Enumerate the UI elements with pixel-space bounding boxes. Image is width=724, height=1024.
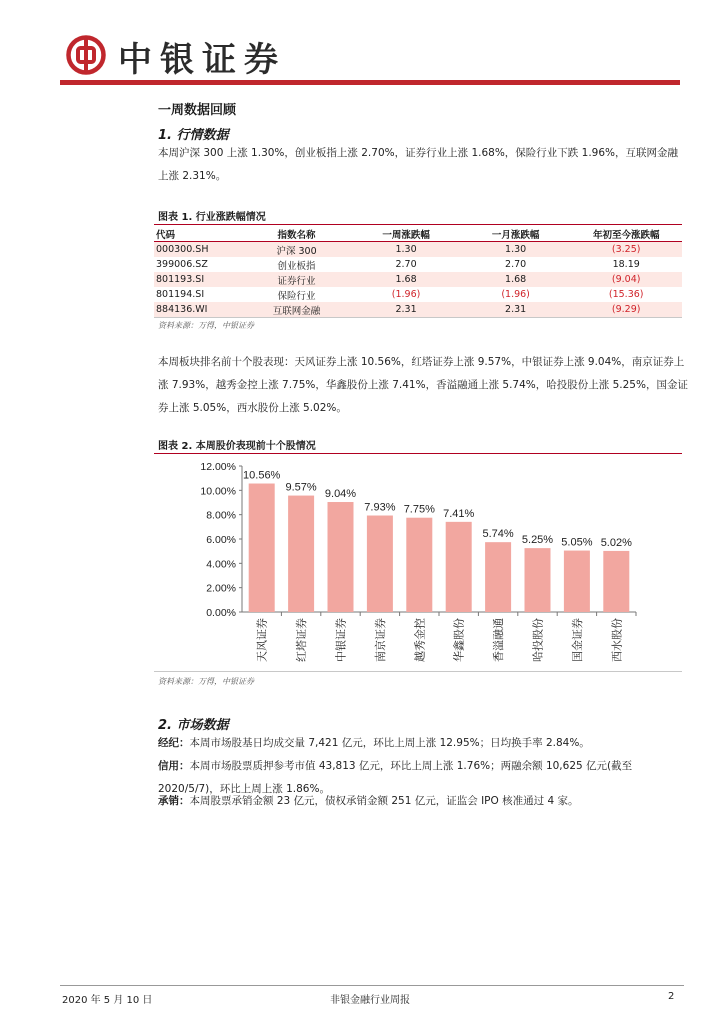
cell-ytd: (9.04) — [570, 272, 682, 287]
data-label: 10.56% — [243, 469, 281, 482]
bar — [446, 522, 472, 612]
cell-code: 399006.SZ — [156, 259, 208, 270]
x-tick-label: 越秀金控 — [413, 618, 427, 662]
boc-logo-icon — [66, 35, 106, 75]
cell-code: 801193.SI — [154, 272, 242, 287]
bar — [485, 542, 511, 612]
table1-caption: 图表 1. 行业涨跌幅情况 — [158, 212, 266, 223]
footer-title: 非银金融行业周报 — [330, 995, 410, 1006]
cell-month: 2.31 — [461, 302, 571, 318]
cell-month: 1.68 — [461, 272, 571, 287]
y-tick-label: 4.00% — [206, 558, 236, 571]
data-label: 9.57% — [285, 481, 317, 494]
table-row — [154, 287, 682, 302]
industry-performance-table — [154, 226, 682, 318]
brokerage-label: 经纪： — [158, 737, 190, 749]
cell-name: 互联网金融 — [242, 302, 351, 318]
cell-week: 1.68 — [351, 272, 461, 287]
x-tick-label: 香溢融通 — [492, 618, 506, 662]
cell-month: 1.30 — [461, 242, 571, 258]
chart-top-rule — [154, 453, 682, 454]
bar — [406, 518, 432, 612]
x-tick-label: 华鑫股份 — [452, 618, 466, 662]
x-tick-label: 中银证券 — [334, 618, 348, 662]
data-label: 5.74% — [482, 528, 514, 541]
y-tick-label: 6.00% — [206, 534, 236, 546]
cell-month: 2.70 — [505, 259, 527, 270]
brokerage-paragraph — [158, 732, 688, 755]
footer-date: 2020 年 5 月 10 日 — [62, 995, 153, 1006]
header-red-bar — [60, 80, 680, 85]
x-tick-label: 红塔证券 — [295, 618, 309, 662]
top10-bar-chart — [196, 456, 656, 671]
cell-ytd: 18.19 — [612, 259, 640, 270]
x-tick-label: 南京证券 — [373, 618, 387, 662]
table1-top-rule — [154, 224, 682, 225]
data-label: 5.05% — [561, 536, 593, 549]
underwriting-label: 承销： — [158, 795, 190, 807]
section-title: 一周数据回顾 — [158, 103, 237, 118]
top10-summary: 本周板块排名前十个股表现：天风证券上涨 10.56%，红塔证券上涨 9.57%，中银证券上涨 9.04%，南京证券上涨 7.93%，越秀金控上涨 7.75%，华鑫股份上涨 7.41%，香溢融通上涨 5.74%，哈投股份上涨 5.25%，国金证券上涨 5.05%，西水股份上涨 5.02%。 — [158, 356, 688, 414]
page-number: 2 — [668, 991, 675, 1002]
y-tick-label: 8.00% — [206, 509, 236, 522]
x-tick-label: 哈投股份 — [531, 618, 545, 662]
cell-week: 2.70 — [395, 259, 417, 270]
data-label: 7.93% — [364, 501, 396, 514]
data-label: 9.04% — [324, 488, 357, 501]
cell-week: 2.31 — [351, 302, 461, 318]
cell-ytd: (15.36) — [608, 289, 644, 300]
cell-code: 884136.WI — [154, 302, 242, 318]
bar — [603, 551, 629, 612]
chart-caption: 图表 2. 本周股价表现前十个股情况 — [158, 441, 316, 452]
x-tick-label: 西水股份 — [610, 618, 624, 662]
table-row — [154, 257, 682, 272]
brokerage-text: 本周市场股基日均成交量 7,421 亿元，环比上周上涨 12.95%；日均换手率 2.84%。 — [189, 737, 590, 749]
y-tick-label: 0.00% — [206, 607, 236, 619]
cell-ytd: (3.25) — [570, 242, 682, 258]
table1-source: 资料来源：万得，中银证券 — [158, 321, 254, 330]
credit-label: 信用： — [158, 760, 190, 772]
cell-name: 保险行业 — [277, 290, 316, 302]
underwriting-text: 本周股票承销金额 23 亿元，债权承销金额 251 亿元，证监会 IPO 核准通过 4 家。 — [189, 795, 579, 807]
bar — [327, 502, 353, 612]
cell-name: 证券行业 — [242, 272, 351, 287]
cell-name: 创业板指 — [277, 260, 316, 272]
market-summary: 本周沪深 300 上涨 1.30%，创业板指上涨 2.70%，证券行业上涨 1.68%，保险行业下跌 1.96%，互联网金融上涨 2.31%。 — [158, 147, 678, 182]
bar — [524, 548, 550, 612]
bar — [249, 484, 275, 612]
cell-code: 000300.SH — [154, 242, 242, 258]
table-row — [154, 302, 682, 318]
data-label: 7.75% — [403, 503, 435, 516]
underwriting-paragraph — [158, 790, 688, 813]
cell-code: 801194.SI — [156, 289, 205, 300]
data-label: 5.02% — [600, 536, 632, 549]
footer-rule — [60, 985, 684, 986]
cell-name: 沪深 300 — [242, 242, 351, 258]
col-month: 一月涨跌幅 — [461, 226, 571, 242]
y-tick-label: 12.00% — [200, 461, 236, 473]
market-data-heading: 2. 市场数据 — [158, 718, 229, 733]
cell-ytd: (9.29) — [570, 302, 682, 318]
data-label: 7.41% — [443, 507, 475, 520]
credit-text: 本周市场股票质押参考市值 43,813 亿元，环比上周上涨 1.76%；两融余额 10,625 亿元(截至 2020/5/7)，环比上周上涨 1.86%。 — [158, 760, 633, 795]
brand-name: 中银证券 — [118, 40, 286, 80]
table-row — [154, 242, 682, 258]
bar — [288, 496, 314, 612]
y-tick-label: 10.00% — [200, 485, 236, 498]
market-heading: 1. 行情数据 — [158, 128, 229, 143]
data-label: 5.25% — [521, 534, 554, 547]
x-tick-label: 国金证券 — [570, 618, 584, 662]
col-ytd: 年初至今涨跌幅 — [570, 226, 682, 242]
cell-week: 1.30 — [351, 242, 461, 258]
cell-week: (1.96) — [391, 289, 421, 300]
col-code: 代码 — [154, 226, 242, 242]
y-tick-label: 2.00% — [206, 582, 236, 595]
table-row — [154, 272, 682, 287]
chart-bottom-rule — [154, 671, 682, 672]
table-header-row — [154, 226, 682, 242]
cell-month: (1.96) — [501, 289, 530, 300]
bar — [367, 516, 393, 612]
col-name: 指数名称 — [242, 226, 351, 242]
chart-source: 资料来源：万得，中银证券 — [158, 677, 254, 686]
x-tick-label: 天风证券 — [255, 618, 269, 662]
bar — [564, 551, 590, 612]
col-week: 一周涨跌幅 — [351, 226, 461, 242]
